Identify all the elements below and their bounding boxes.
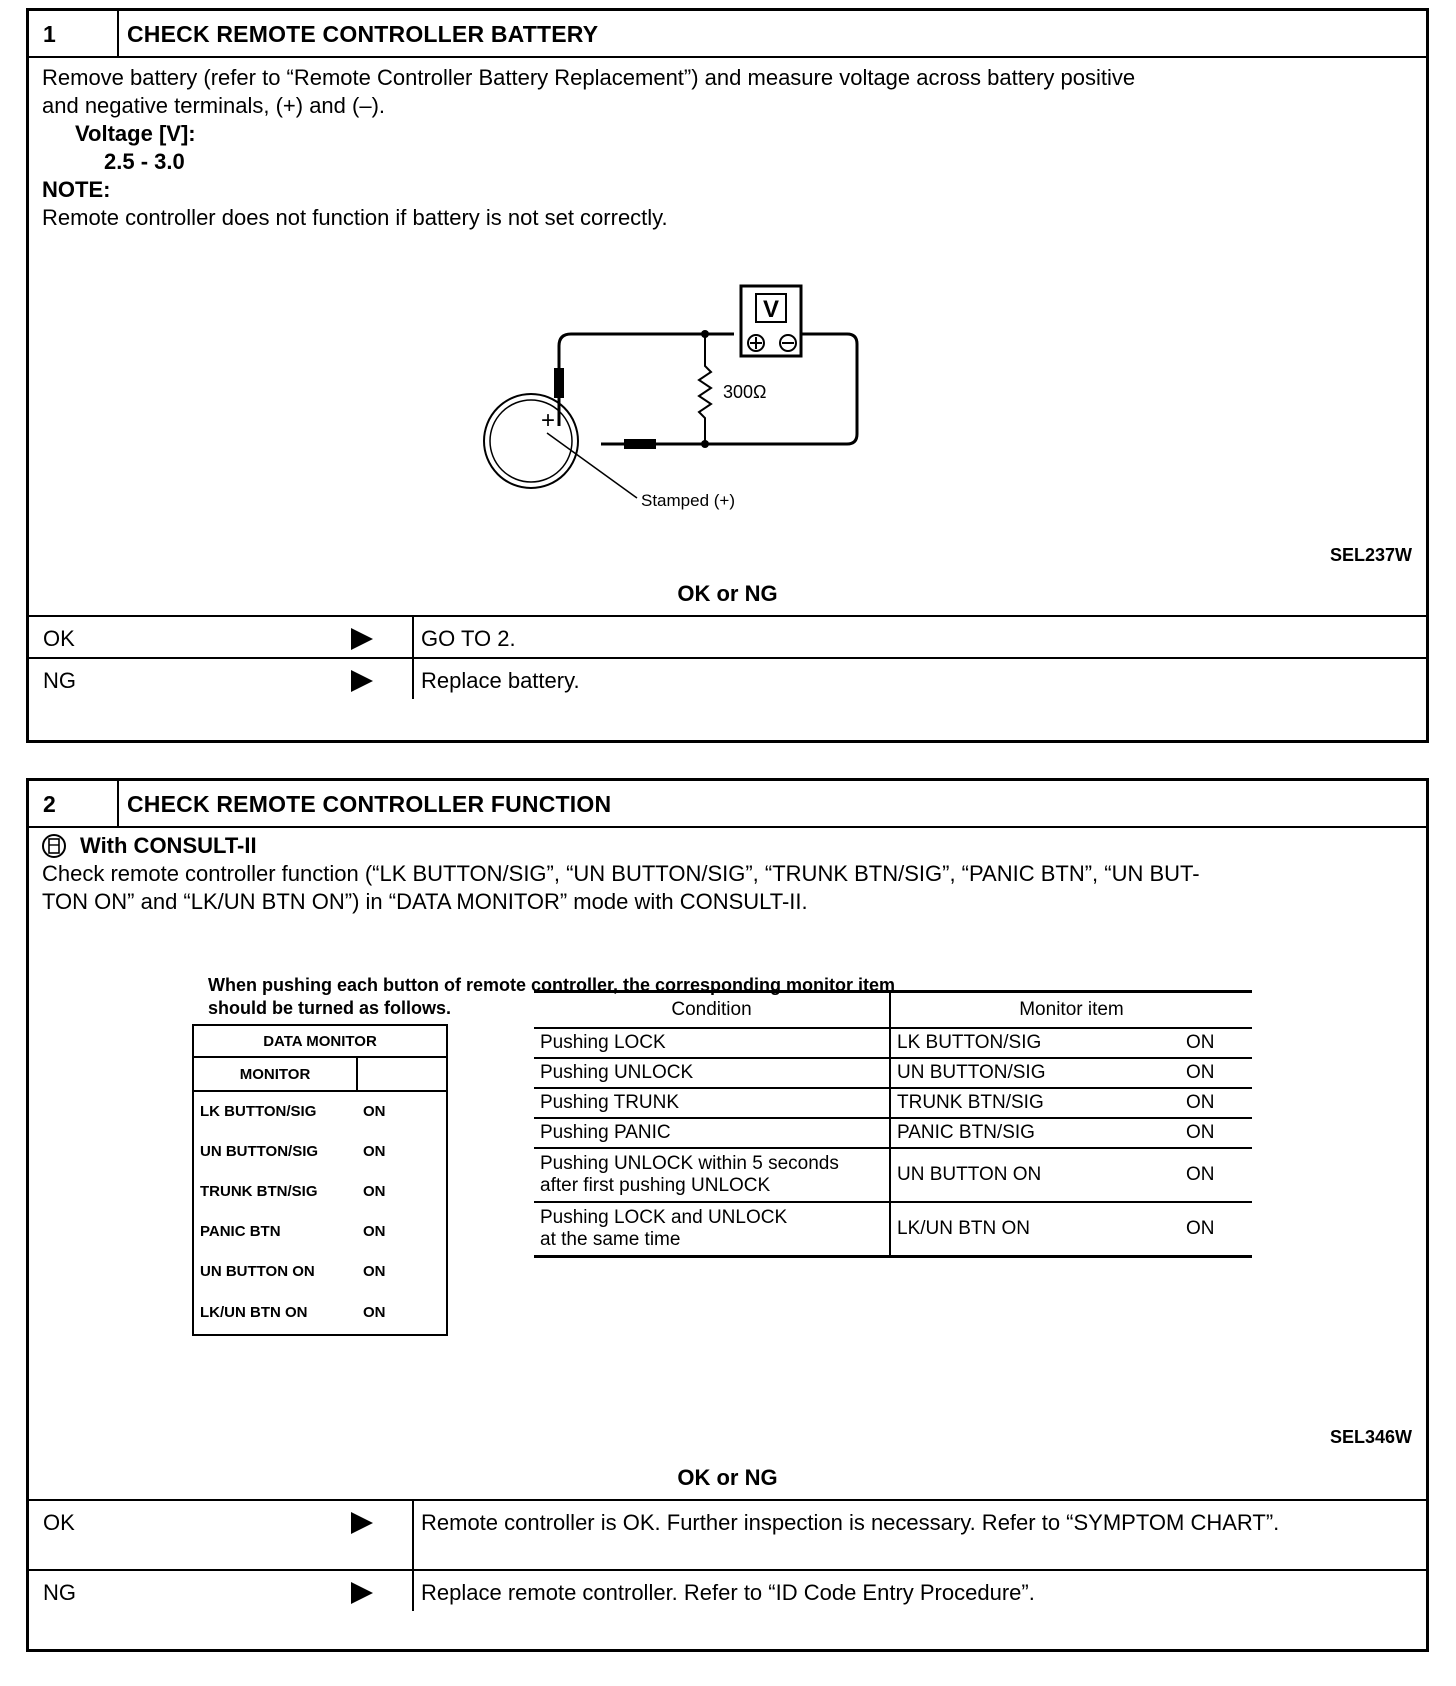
condition-row bbox=[534, 1058, 1252, 1088]
condition-cell: Pushing LOCK bbox=[534, 1028, 890, 1058]
negative-probe bbox=[624, 439, 656, 449]
ng-result: Replace battery. bbox=[421, 668, 580, 693]
ng-label: NG bbox=[43, 668, 76, 693]
condition-row bbox=[534, 1028, 1252, 1058]
monitor-value-cell: ON bbox=[1180, 1088, 1252, 1118]
monitor-caption-line1: When pushing each button of remote controller, the corresponding monitor item bbox=[208, 975, 896, 995]
condition-cell: Pushing UNLOCK bbox=[534, 1058, 890, 1088]
arrow-right-icon bbox=[351, 1512, 373, 1534]
step2-ok-row bbox=[29, 1499, 1426, 1569]
ok-or-ng-heading: OK or NG bbox=[677, 581, 778, 606]
condition-cell: Pushing LOCK and UNLOCK at the same time bbox=[534, 1202, 890, 1256]
resistor bbox=[699, 334, 711, 444]
ok-label: OK bbox=[43, 626, 75, 651]
monitor-item-cell: PANIC BTN/SIG bbox=[890, 1118, 1180, 1148]
monitor-item-cell: LK/UN BTN ON bbox=[890, 1202, 1180, 1256]
header-divider bbox=[117, 781, 119, 826]
monitor-value: ON bbox=[363, 1182, 386, 1200]
resistor-label: 300Ω bbox=[723, 382, 767, 402]
monitor-value: ON bbox=[363, 1103, 386, 1120]
stamped-label: Stamped (+) bbox=[641, 491, 736, 510]
step1-title: CHECK REMOTE CONTROLLER BATTERY bbox=[127, 21, 599, 47]
voltage-value: 2.5 - 3.0 bbox=[104, 149, 185, 174]
data-monitor-panel bbox=[192, 1024, 448, 1336]
monitor-item-cell: UN BUTTON/SIG bbox=[890, 1058, 1180, 1088]
condition-cell: Pushing PANIC bbox=[534, 1118, 890, 1148]
condition-row bbox=[534, 1148, 1252, 1202]
monitor-item: LK BUTTON/SIG bbox=[200, 1103, 317, 1120]
step2-text-line1: Check remote controller function (“LK BUTTON/SIG”, “UN BUTTON/SIG”, “TRUNK BTN/SIG”, “PANIC BTN”, “UN BUT- bbox=[42, 861, 1200, 886]
positive-wire bbox=[559, 334, 734, 426]
battery-plus-mark: + bbox=[541, 407, 556, 434]
ok-or-ng-heading: OK or NG bbox=[677, 1465, 778, 1490]
step2-text-line2: TON ON” and “LK/UN BTN ON”) in “DATA MONITOR” mode with CONSULT-II. bbox=[42, 889, 808, 914]
monitor-value-cell: ON bbox=[1180, 1118, 1252, 1148]
monitor-value-cell: ON bbox=[1180, 1028, 1252, 1058]
data-monitor-title: DATA MONITOR bbox=[263, 1032, 377, 1050]
arrow-right-icon bbox=[351, 628, 373, 650]
step2-title: CHECK REMOTE CONTROLLER FUNCTION bbox=[127, 791, 612, 817]
monitor-item: LK/UN BTN ON bbox=[200, 1304, 308, 1321]
figure-code-sel237w: SEL237W bbox=[1329, 545, 1412, 565]
figure-code-sel346w: SEL346W bbox=[1329, 1427, 1412, 1447]
monitor-item-cell: LK BUTTON/SIG bbox=[890, 1028, 1180, 1058]
step2-number: 2 bbox=[43, 791, 56, 817]
battery-outer-circle bbox=[484, 394, 578, 488]
monitor-value: ON bbox=[363, 1142, 386, 1160]
monitor-item-header: Monitor item bbox=[890, 992, 1252, 1029]
condition-header: Condition bbox=[534, 992, 890, 1029]
step2-box bbox=[26, 778, 1429, 1652]
step1-text-line1: Remove battery (refer to “Remote Controller Battery Replacement”) and measure voltage across battery positive bbox=[42, 65, 1136, 90]
positive-probe bbox=[554, 368, 564, 398]
monitor-item: PANIC BTN bbox=[200, 1222, 281, 1240]
step1-number: 1 bbox=[43, 21, 56, 47]
monitor-value-cell: ON bbox=[1180, 1058, 1252, 1088]
condition-cell: Pushing TRUNK bbox=[534, 1088, 890, 1118]
monitor-value-cell: ON bbox=[1180, 1202, 1252, 1256]
monitor-item-cell: UN BUTTON ON bbox=[890, 1148, 1180, 1202]
condition-row bbox=[534, 1202, 1252, 1256]
ok-label: OK bbox=[43, 1510, 75, 1535]
condition-cell: Pushing UNLOCK within 5 seconds after first pushing UNLOCK bbox=[534, 1148, 890, 1202]
step1-box bbox=[26, 8, 1429, 743]
monitor-caption-line2: should be turned as follows. bbox=[208, 998, 452, 1018]
monitor-header: MONITOR bbox=[193, 1057, 357, 1091]
note-label: NOTE: bbox=[42, 177, 111, 202]
monitor-item: TRUNK BTN/SIG bbox=[200, 1182, 318, 1200]
ng-result: Replace remote controller. Refer to “ID Code Entry Procedure”. bbox=[421, 1580, 1035, 1605]
voltmeter-label: V bbox=[762, 296, 780, 323]
arrow-right-icon bbox=[351, 670, 373, 692]
monitor-value: ON bbox=[363, 1222, 386, 1240]
monitor-item-cell: TRUNK BTN/SIG bbox=[890, 1088, 1180, 1118]
monitor-value: ON bbox=[363, 1304, 386, 1321]
step1-ok-row bbox=[29, 615, 1426, 657]
monitor-value-cell: ON bbox=[1180, 1148, 1252, 1202]
condition-table bbox=[534, 990, 1252, 1258]
monitor-item: UN BUTTON/SIG bbox=[200, 1142, 319, 1160]
ok-result: GO TO 2. bbox=[421, 626, 516, 651]
arrow-right-icon bbox=[351, 1582, 373, 1604]
step2-ng-row bbox=[29, 1569, 1426, 1611]
with-consult-label: With CONSULT-II bbox=[80, 833, 257, 858]
monitor-value: ON bbox=[363, 1262, 386, 1280]
condition-row bbox=[534, 1118, 1252, 1148]
battery-circuit-diagram bbox=[469, 266, 889, 526]
step1-text-line2: and negative terminals, (+) and (–). bbox=[42, 93, 386, 118]
monitor-item: UN BUTTON ON bbox=[200, 1262, 315, 1280]
condition-row bbox=[534, 1088, 1252, 1118]
voltage-label: Voltage [V]: bbox=[75, 121, 196, 146]
step1-header bbox=[29, 11, 1426, 58]
ok-result: Remote controller is OK. Further inspection is necessary. Refer to “SYMPTOM CHART”. bbox=[421, 1510, 1280, 1535]
consult-icon bbox=[41, 833, 67, 859]
ng-label: NG bbox=[43, 1580, 76, 1605]
note-text: Remote controller does not function if battery is not set correctly. bbox=[42, 205, 668, 230]
step2-header bbox=[29, 781, 1426, 828]
step1-ng-row bbox=[29, 657, 1426, 699]
header-divider bbox=[117, 11, 119, 56]
